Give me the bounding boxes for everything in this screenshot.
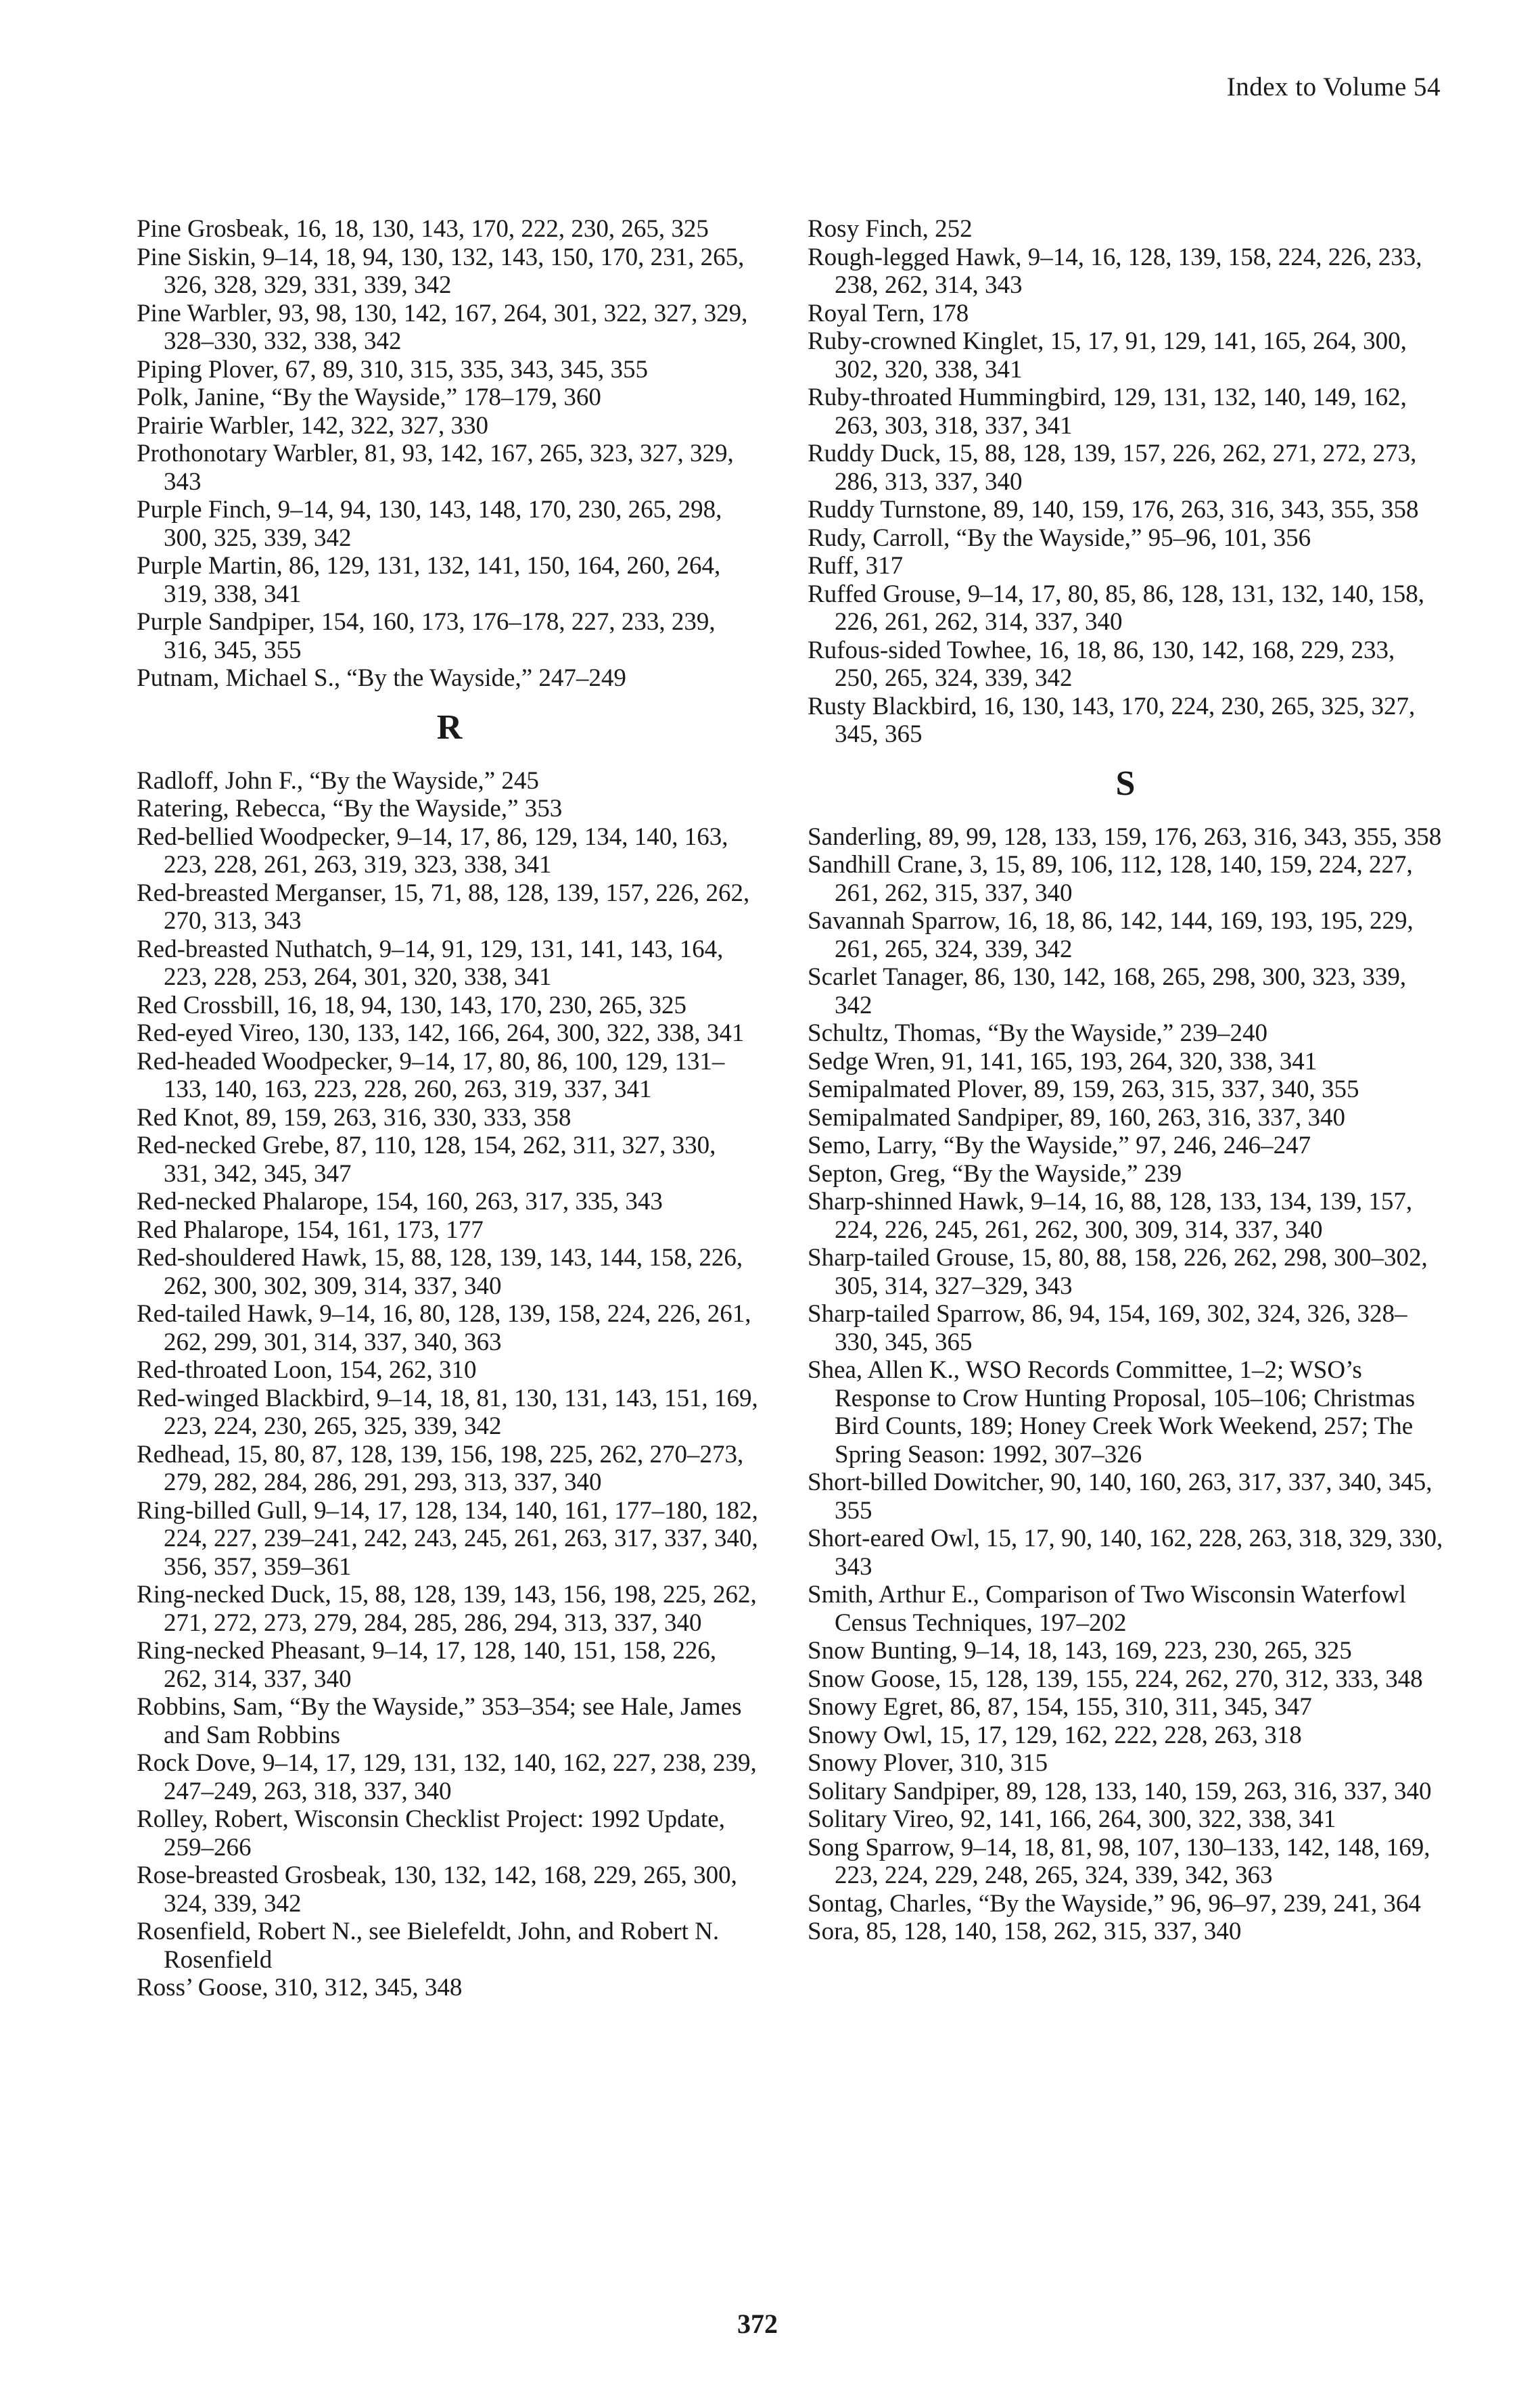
index-entry: Schultz, Thomas, “By the Wayside,” 239–240 <box>808 1019 1268 1047</box>
index-entry: Ruddy Turnstone, 89, 140, 159, 176, 263, 316, 343, 355, 358 <box>808 496 1419 524</box>
index-entry: Sharp-tailed Grouse, 15, 80, 88, 158, 226, 262, 298, 300–302, 305, 314, 327–329, 343 <box>808 1244 1428 1300</box>
index-entry: Royal Tern, 178 <box>808 299 969 327</box>
index-entry: Ruby-crowned Kinglet, 15, 17, 91, 129, 141, 165, 264, 300, 302, 320, 338, 341 <box>808 327 1407 384</box>
index-entry: Pine Siskin, 9–14, 18, 94, 130, 132, 143, 150, 170, 231, 265, 326, 328, 329, 331, 339, 342 <box>137 243 745 299</box>
index-entry: Ruby-throated Hummingbird, 129, 131, 132, 140, 149, 162, 263, 303, 318, 337, 341 <box>808 384 1407 440</box>
left-index-column <box>137 215 762 2002</box>
index-entry: Red-bellied Woodpecker, 9–14, 17, 86, 129, 134, 140, 163, 223, 228, 261, 263, 319, 323, 338, 341 <box>137 823 728 879</box>
right-index-column <box>808 215 1443 1946</box>
index-entry: Sontag, Charles, “By the Wayside,” 96, 96–97, 239, 241, 364 <box>808 1889 1421 1918</box>
index-entry: Song Sparrow, 9–14, 18, 81, 98, 107, 130–133, 142, 148, 169, 223, 224, 229, 248, 265, 324, 339, 342, 363 <box>808 1833 1430 1889</box>
index-entry: Prothonotary Warbler, 81, 93, 142, 167, 265, 323, 327, 329, 343 <box>137 440 734 496</box>
index-entry: Purple Sandpiper, 154, 160, 173, 176–178, 227, 233, 239, 316, 345, 355 <box>137 608 716 664</box>
index-entry: Red Crossbill, 16, 18, 94, 130, 143, 170, 230, 265, 325 <box>137 991 686 1019</box>
index-entry: Prairie Warbler, 142, 322, 327, 330 <box>137 411 488 440</box>
index-entry: Ross’ Goose, 310, 312, 345, 348 <box>137 1974 463 2001</box>
index-entry: Snowy Plover, 310, 315 <box>808 1749 1048 1777</box>
index-entry: Piping Plover, 67, 89, 310, 315, 335, 343, 345, 355 <box>137 355 649 384</box>
index-entry: Red-breasted Nuthatch, 9–14, 91, 129, 131, 141, 143, 164, 223, 228, 253, 264, 301, 320, 338, 341 <box>137 935 724 991</box>
index-entry: Rock Dove, 9–14, 17, 129, 131, 132, 140, 162, 227, 238, 239, 247–249, 263, 318, 337, 340 <box>137 1749 757 1805</box>
index-entry: Semo, Larry, “By the Wayside,” 97, 246, 246–247 <box>808 1132 1311 1159</box>
index-entry: Rough-legged Hawk, 9–14, 16, 128, 139, 158, 224, 226, 233, 238, 262, 314, 343 <box>808 243 1422 299</box>
index-entry: Sanderling, 89, 99, 128, 133, 159, 176, 263, 316, 343, 355, 358 <box>808 823 1442 851</box>
index-entry: Snowy Owl, 15, 17, 129, 162, 222, 228, 263, 318 <box>808 1721 1302 1749</box>
index-entry: Scarlet Tanager, 86, 130, 142, 168, 265, 298, 300, 323, 339, 342 <box>808 963 1407 1019</box>
page-number: 372 <box>737 2309 778 2339</box>
index-entry: Pine Grosbeak, 16, 18, 130, 143, 170, 222, 230, 265, 325 <box>137 215 709 243</box>
index-entry: Red-necked Grebe, 87, 110, 128, 154, 262, 311, 327, 330, 331, 342, 345, 347 <box>137 1132 716 1188</box>
index-entry: Putnam, Michael S., “By the Wayside,” 247–249 <box>137 664 626 692</box>
index-entry: Polk, Janine, “By the Wayside,” 178–179, 360 <box>137 384 601 411</box>
index-entry: Rusty Blackbird, 16, 130, 143, 170, 224, 230, 265, 325, 327, 345, 365 <box>808 692 1416 748</box>
index-entry: Smith, Arthur E., Comparison of Two Wisconsin Waterfowl Census Techniques, 197–202 <box>808 1581 1407 1637</box>
index-entry: Sedge Wren, 91, 141, 165, 193, 264, 320, 338, 341 <box>808 1047 1318 1075</box>
index-entry: Solitary Sandpiper, 89, 128, 133, 140, 159, 263, 316, 337, 340 <box>808 1777 1432 1805</box>
section-letter-s: S <box>1115 764 1136 803</box>
entries-r-group <box>137 767 762 2002</box>
index-entry: Ratering, Rebecca, “By the Wayside,” 353 <box>137 795 563 823</box>
index-entry: Solitary Vireo, 92, 141, 166, 264, 300, 322, 338, 341 <box>808 1805 1336 1833</box>
index-entry: Snowy Egret, 86, 87, 154, 155, 310, 311, 345, 347 <box>808 1693 1312 1721</box>
index-entry: Short-eared Owl, 15, 17, 90, 140, 162, 228, 263, 318, 329, 330, 343 <box>808 1525 1443 1581</box>
index-entry: Ruff, 317 <box>808 552 904 580</box>
index-entry: Rudy, Carroll, “By the Wayside,” 95–96, 101, 356 <box>808 524 1311 552</box>
index-entry: Sharp-shinned Hawk, 9–14, 16, 88, 128, 133, 134, 139, 157, 224, 226, 245, 261, 262, 300, 309, 314, 337, 340 <box>808 1188 1413 1244</box>
index-entry: Red-breasted Merganser, 15, 71, 88, 128, 139, 157, 226, 262, 270, 313, 343 <box>137 879 750 935</box>
running-head: Index to Volume 54 <box>1226 72 1441 101</box>
index-entry: Shea, Allen K., WSO Records Committee, 1–2; WSO’s Response to Crow Hunting Proposal, 105–106; Christmas Bird Counts, 189; Honey Creek Work Weekend, 257; The Spring Season: 1992, 307–326 <box>808 1356 1416 1468</box>
index-entry: Savannah Sparrow, 16, 18, 86, 142, 144, 169, 193, 195, 229, 261, 265, 324, 339, 342 <box>808 907 1414 963</box>
index-entry: Red-winged Blackbird, 9–14, 18, 81, 130, 131, 143, 151, 169, 223, 224, 230, 265, 325, 339, 342 <box>137 1384 758 1440</box>
entries-s-group <box>808 823 1443 1946</box>
index-entry: Redhead, 15, 80, 87, 128, 139, 156, 198, 225, 262, 270–273, 279, 282, 284, 286, 291, 293, 313, 337, 340 <box>137 1440 744 1496</box>
index-entry: Snow Bunting, 9–14, 18, 143, 169, 223, 230, 265, 325 <box>808 1637 1352 1665</box>
section-letter-r: R <box>436 708 463 747</box>
index-entry: Septon, Greg, “By the Wayside,” 239 <box>808 1159 1182 1188</box>
index-entry: Rosy Finch, 252 <box>808 215 973 243</box>
index-entry: Ring-billed Gull, 9–14, 17, 128, 134, 140, 161, 177–180, 182, 224, 227, 239–241, 242, 243, 245, 261, 263, 317, 337, 340, 356, 357, 359–361 <box>137 1496 758 1581</box>
index-entry: Sora, 85, 128, 140, 158, 262, 315, 337, 340 <box>808 1918 1242 1945</box>
index-entry: Red-necked Phalarope, 154, 160, 263, 317, 335, 343 <box>137 1188 663 1215</box>
index-entry: Red Phalarope, 154, 161, 173, 177 <box>137 1215 484 1244</box>
index-entry: Radloff, John F., “By the Wayside,” 245 <box>137 766 539 795</box>
index-entry: Ruffed Grouse, 9–14, 17, 80, 85, 86, 128, 131, 132, 140, 158, 226, 261, 262, 314, 337, 340 <box>808 580 1424 636</box>
index-entry: Ruddy Duck, 15, 88, 128, 139, 157, 226, 262, 271, 272, 273, 286, 313, 337, 340 <box>808 440 1417 496</box>
index-entry: Sharp-tailed Sparrow, 86, 94, 154, 169, 302, 324, 326, 328–330, 345, 365 <box>808 1300 1407 1356</box>
index-entry: Red-eyed Vireo, 130, 133, 142, 166, 264, 300, 322, 338, 341 <box>137 1019 745 1047</box>
index-entry: Robbins, Sam, “By the Wayside,” 353–354; see Hale, James and Sam Robbins <box>137 1693 742 1749</box>
index-entry: Ring-necked Pheasant, 9–14, 17, 128, 140, 151, 158, 226, 262, 314, 337, 340 <box>137 1637 717 1693</box>
index-entry: Red-tailed Hawk, 9–14, 16, 80, 128, 139, 158, 224, 226, 261, 262, 299, 301, 314, 337, 340, 363 <box>137 1300 751 1356</box>
index-entry: Semipalmated Plover, 89, 159, 263, 315, 337, 340, 355 <box>808 1075 1359 1103</box>
index-entry: Red-throated Loon, 154, 262, 310 <box>137 1356 477 1384</box>
index-entry: Snow Goose, 15, 128, 139, 155, 224, 262, 270, 312, 333, 348 <box>808 1665 1423 1693</box>
index-entry: Rolley, Robert, Wisconsin Checklist Project: 1992 Update, 259–266 <box>137 1805 725 1861</box>
entries-p-group <box>137 215 762 693</box>
index-entry: Rufous-sided Towhee, 16, 18, 86, 130, 142, 168, 229, 233, 250, 265, 324, 339, 342 <box>808 636 1395 692</box>
entries-r-continued-group <box>808 215 1443 749</box>
index-entry: Purple Martin, 86, 129, 131, 132, 141, 150, 164, 260, 264, 319, 338, 341 <box>137 552 721 608</box>
index-entry: Rosenfield, Robert N., see Bielefeldt, John, and Robert N. Rosenfield <box>137 1918 720 1974</box>
index-entry: Purple Finch, 9–14, 94, 130, 143, 148, 170, 230, 265, 298, 300, 325, 339, 342 <box>137 496 722 552</box>
index-entry: Pine Warbler, 93, 98, 130, 142, 167, 264, 301, 322, 327, 329, 328–330, 332, 338, 342 <box>137 299 748 355</box>
index-entry: Rose-breasted Grosbeak, 130, 132, 142, 168, 229, 265, 300, 324, 339, 342 <box>137 1861 737 1918</box>
index-entry: Ring-necked Duck, 15, 88, 128, 139, 143, 156, 198, 225, 262, 271, 272, 273, 279, 284, 285, 286, 294, 313, 337, 340 <box>137 1581 757 1637</box>
index-entry: Sandhill Crane, 3, 15, 89, 106, 112, 128, 140, 159, 224, 227, 261, 262, 315, 337, 340 <box>808 851 1413 907</box>
index-entry: Red-headed Woodpecker, 9–14, 17, 80, 86, 100, 129, 131–133, 140, 163, 223, 228, 260, 263, 319, 337, 341 <box>137 1047 725 1103</box>
index-entry: Red Knot, 89, 159, 263, 316, 330, 333, 358 <box>137 1103 572 1132</box>
index-entry: Short-billed Dowitcher, 90, 140, 160, 263, 317, 337, 340, 345, 355 <box>808 1468 1432 1525</box>
index-entry: Red-shouldered Hawk, 15, 88, 128, 139, 143, 144, 158, 226, 262, 300, 302, 309, 314, 337, 340 <box>137 1244 743 1300</box>
index-entry: Semipalmated Sandpiper, 89, 160, 263, 316, 337, 340 <box>808 1103 1345 1132</box>
